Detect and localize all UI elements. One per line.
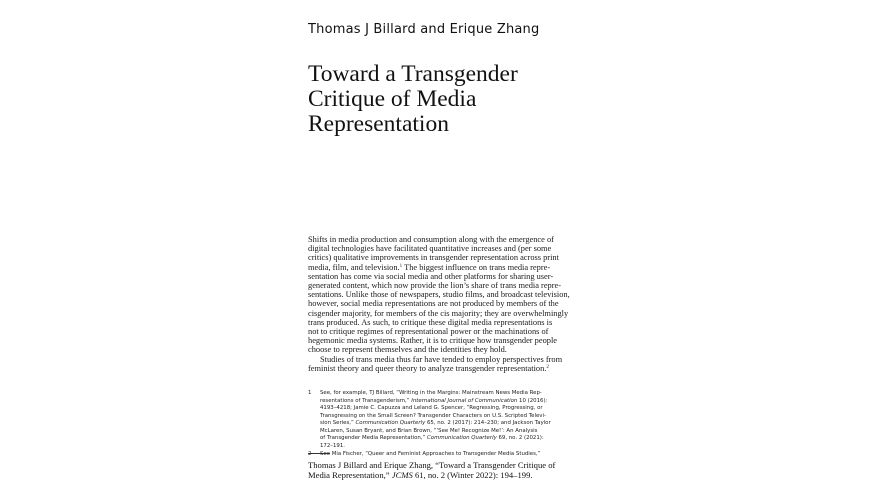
footnote-text-segment: resentations of Transgenderism,”: [320, 397, 410, 404]
footnote-line: McLaren, Susan Bryant, and Brian Brown, “‘See Me! Recognize Me!’: An Analysis: [320, 427, 538, 434]
footnote-number: 2: [308, 451, 312, 457]
journal-name: JCMS: [391, 470, 413, 480]
footnote-text-segment: of Transgender Media Representation,”: [320, 435, 426, 441]
journal-name: Communication Quarterly: [427, 435, 497, 441]
footnote-line: [320, 435, 568, 443]
footnote-2: [308, 451, 568, 459]
footnote-line: [320, 398, 568, 406]
body-line: digital technologies have facilitated quantitative increases and (per some: [308, 244, 552, 254]
footnote-line: [320, 420, 568, 428]
title-line: Representation: [308, 111, 449, 137]
footnote-ref-2[interactable]: 2: [546, 364, 549, 370]
journal-name: Communication Quarterly: [355, 420, 426, 426]
body-line: hegemonic media systems. Rather, it is to critique how transgender people: [308, 336, 557, 346]
body-text-segment: The biggest influence on trans media repre-: [404, 262, 551, 272]
citation-segment: Media Representation,”: [308, 470, 390, 480]
body-paragraphs: [308, 235, 578, 373]
citation-line: Thomas J Billard and Erique Zhang, “Toward a Transgender Critique of: [308, 460, 556, 470]
footnote-line: See, for example, TJ Billard, “Writing in the Margins: Mainstream News Media Rep-: [320, 390, 542, 396]
footnote-text-segment: sion Series,”: [320, 420, 354, 426]
article-citation: [308, 460, 588, 480]
body-line: sentations. Unlike those of newspapers, studio films, and broadcast television,: [308, 290, 570, 300]
citation-line: [308, 470, 588, 480]
body-line: critics) qualitative improvements in transgender representation across print: [308, 253, 559, 263]
footnote-line: See Mia Fischer, “Queer and Feminist Approaches to Transgender Media Studies,”: [320, 451, 541, 457]
body-text-segment: media, film, and television.: [308, 262, 400, 272]
footnote-ref-1[interactable]: 1: [399, 263, 403, 269]
title-line: Toward a Transgender: [308, 61, 518, 87]
body-line: [308, 263, 578, 272]
divider-rule: [308, 453, 330, 454]
footnote-text-segment: 65, no. 2 (2017): 214–230; and Jackson Taylor: [426, 420, 551, 426]
footnote-line: Transgressing on the Small Screen? Transgender Characters on U.S. Scripted Televi-: [320, 412, 546, 419]
footnote-1: [308, 390, 568, 450]
body-line: not to critique regimes of representational power or the machinations of: [308, 327, 549, 337]
body-line: Shifts in media production and consumption along with the emergence of: [308, 235, 554, 244]
body-line: choose to represent themselves and the identities they hold.: [308, 345, 507, 355]
footnote-line: 172–191.: [320, 442, 345, 449]
body-line: cisgender majority, for members of the cis majority; they are overwhelmingly: [308, 308, 569, 318]
title-line: Critique of Media: [308, 86, 477, 112]
body-line: [308, 364, 578, 373]
author-names: Thomas J Billard and Erique Zhang: [308, 22, 540, 37]
footnote-number: 1: [308, 390, 312, 396]
journal-name: International Journal of Communication: [411, 397, 518, 404]
article-title: [308, 62, 588, 137]
footnote-line: 4193–4218; Jamie C. Capuzza and Leland G. Spencer, “Regressing, Progressing, or: [320, 405, 543, 411]
footnote-text-segment: 10 (2016):: [519, 397, 548, 404]
body-line: Studies of trans media thus far have tended to employ perspectives from: [320, 354, 563, 364]
body-line: trans produced. As such, to critique these digital media representations is: [308, 317, 553, 327]
body-line: sentation has come via social media and other platforms for sharing user-: [308, 271, 554, 281]
footnote-text-segment: 69, no. 2 (2021):: [498, 435, 544, 441]
body-line: however, social media representations are not produced by members of the: [308, 299, 559, 309]
body-text-segment: feminist theory and queer theory to analyze transgender representation.: [308, 363, 547, 373]
citation-segment: 61, no. 2 (Winter 2022): 194–199.: [414, 470, 533, 480]
body-line: generated content, which now provide the lion’s share of trans media repre-: [308, 281, 562, 291]
footnotes: [308, 390, 568, 459]
